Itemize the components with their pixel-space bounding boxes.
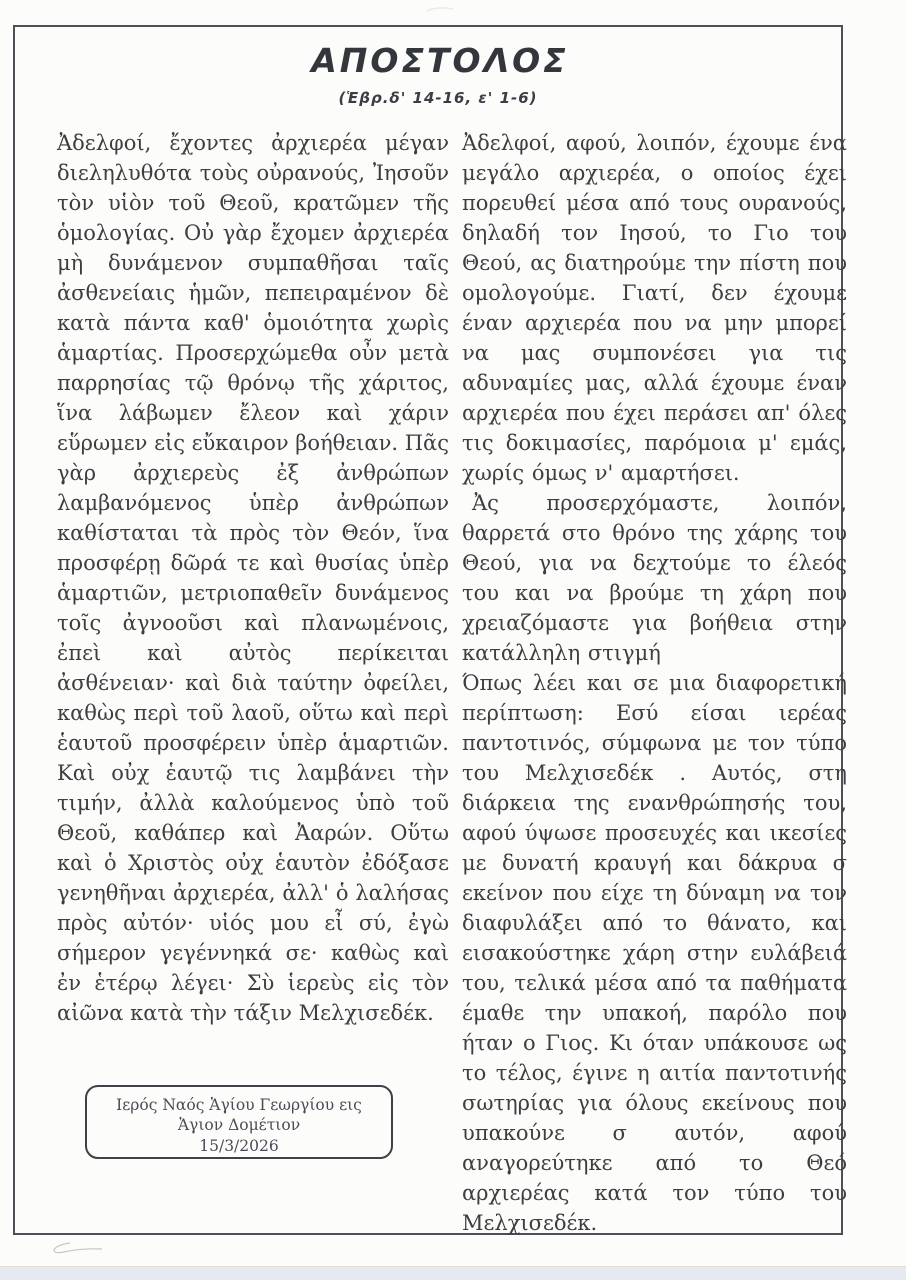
- translation-paragraph-1: Ἀδελφοί, αφού, λοιπόν, έχουμε ένα μεγάλο αρχιερέα, ο οποίος έχει πορευθεί μέσα από τους ουρανούς, δηλαδή τον Ιησού, το Γιο του Θεού, ας διατηρούμε την πίστη που ομολογούμε. Γιατί, δεν έχουμε έναν αρχιερέα που να μην μπορεί να μας συμπονέσει για τις αδυναμίες μας, αλλά έχουμε έναν αρχιερέα που έχει περάσει απ' όλες τις δοκιμασίες, παρόμοια μ' εμάς, χωρίς όμως ν' αμαρτήσει.: [462, 131, 847, 485]
- church-name: Ιερός Ναός Ἁγίου Γεωργίου εις Ἁγιον Δομέτιον: [116, 1096, 362, 1134]
- document-header: [15, 41, 841, 107]
- page-border-frame: [13, 25, 847, 1235]
- pencil-smudge: [425, 5, 455, 15]
- original-greek-paragraph: Ἀδελφοί, ἔχοντες ἀρχιερέα μέγαν διεληλυθότα τοὺς οὐρανούς, Ἰησοῦν τὸν υἱὸν τοῦ Θεοῦ, κρατῶμεν τῆς ὁμολογίας. Οὐ γὰρ ἔχομεν ἀρχιερέα μὴ δυνάμενον συμπαθῆσαι ταῖς ἀσθενείαις ἡμῶν, πεπειραμένον δὲ κατὰ πάντα καθ' ὁμοιότητα χωρὶς ἁμαρτίας. Προσερχώμεθα οὖν μετὰ παρρησίας τῷ θρόνῳ τῆς χάριτος, ἵνα λάβωμεν ἔλεον καὶ χάριν εὕρωμεν εἰς εὔκαιρον βοήθειαν. Πᾶς γὰρ ἀρχιερεὺς ἐξ ἀνθρώπων λαμβανόμενος ὑπὲρ ἀνθρώπων καθίσταται τὰ πρὸς τὸν Θεόν, ἵνα προσφέρῃ δῶρά τε καὶ θυσίας ὑπὲρ ἁμαρτιῶν, μετριοπαθεῖν δυνάμενος τοῖς ἀγνοοῦσι καὶ πλανωμένοις, ἐπεὶ καὶ αὐτὸς περίκειται ἀσθένειαν· καὶ διὰ ταύτην ὀφείλει, καθὼς περὶ τοῦ λαοῦ, οὕτω καὶ περὶ ἑαυτοῦ προσφέρειν ὑπὲρ ἁμαρτιῶν. Καὶ οὐχ ἑαυτῷ τις λαμβάνει τὴν τιμήν, ἀλλὰ καλούμενος ὑπὸ τοῦ Θεοῦ, καθάπερ καὶ Ἀαρών. Οὕτω καὶ ὁ Χριστὸς οὐχ ἑαυτὸν ἐδόξασε γενηθῆναι ἀρχιερέα, ἀλλ' ὁ λαλήσας πρὸς αὐτόν· υἱός μου εἶ σύ, ἐγὼ σήμερον γεγέννηκά σε· καθὼς καὶ ἐν ἑτέρῳ λέγει· Σὺ ἱερεὺς εἰς τὸν αἰῶνα κατὰ τὴν τάξιν Μελχισεδέκ.: [57, 131, 449, 1025]
- date: 15/3/2026: [199, 1137, 279, 1155]
- translation-paragraph-3: Όπως λέει και σε μια διαφορετική περίπτωση: Εσύ είσαι ιερέας παντοτινός, σύμφωνα με τον τύπο του Μελχισεδέκ . Αυτός, στη διάρκεια της ενανθρώπησής του, αφού ύψωσε προσευχές και ικεσίες με δυνατή κραυγή και δάκρυα σ εκείνον που είχε τη δύναμη να τον διαφυλάξει από το θάνατο, και εισακούστηκε χάρη στην ευλάβειά του, τελικά μέσα από τα παθήματα έμαθε την υπακοή, παρόλο που ήταν ο Γιος. Κι όταν υπάκουσε ως το τέλος, έγινε η αιτία παντοτινής σωτηρίας για όλους εκείνους που υπακούνε σ αυτόν, αφού αναγορεύτηκε από το Θεό αρχιερέας κατά τον τύπο του Μελχισεδέκ.: [462, 671, 847, 1235]
- modern-greek-column: [462, 128, 847, 1238]
- page-title: ΑΠΟΣΤΟΛΟΣ: [311, 41, 569, 80]
- scripture-reference: (Ἑβρ.δ' 14-16, ε' 1-6): [338, 89, 538, 107]
- translation-paragraph-2: Ἀς προσερχόμαστε, λοιπόν, θαρρετά στο θρόνο της χάρης του Θεού, για να δεχτούμε το έλεός του και να βρούμε τη χάρη που χρειαζόμαστε για βοήθεια στην κατάλληλη στιγμή: [462, 491, 847, 665]
- original-greek-column: [57, 128, 449, 1028]
- church-stamp-box: [85, 1085, 393, 1159]
- scanner-edge-strip: [0, 1266, 906, 1280]
- pencil-mark: [48, 1240, 104, 1256]
